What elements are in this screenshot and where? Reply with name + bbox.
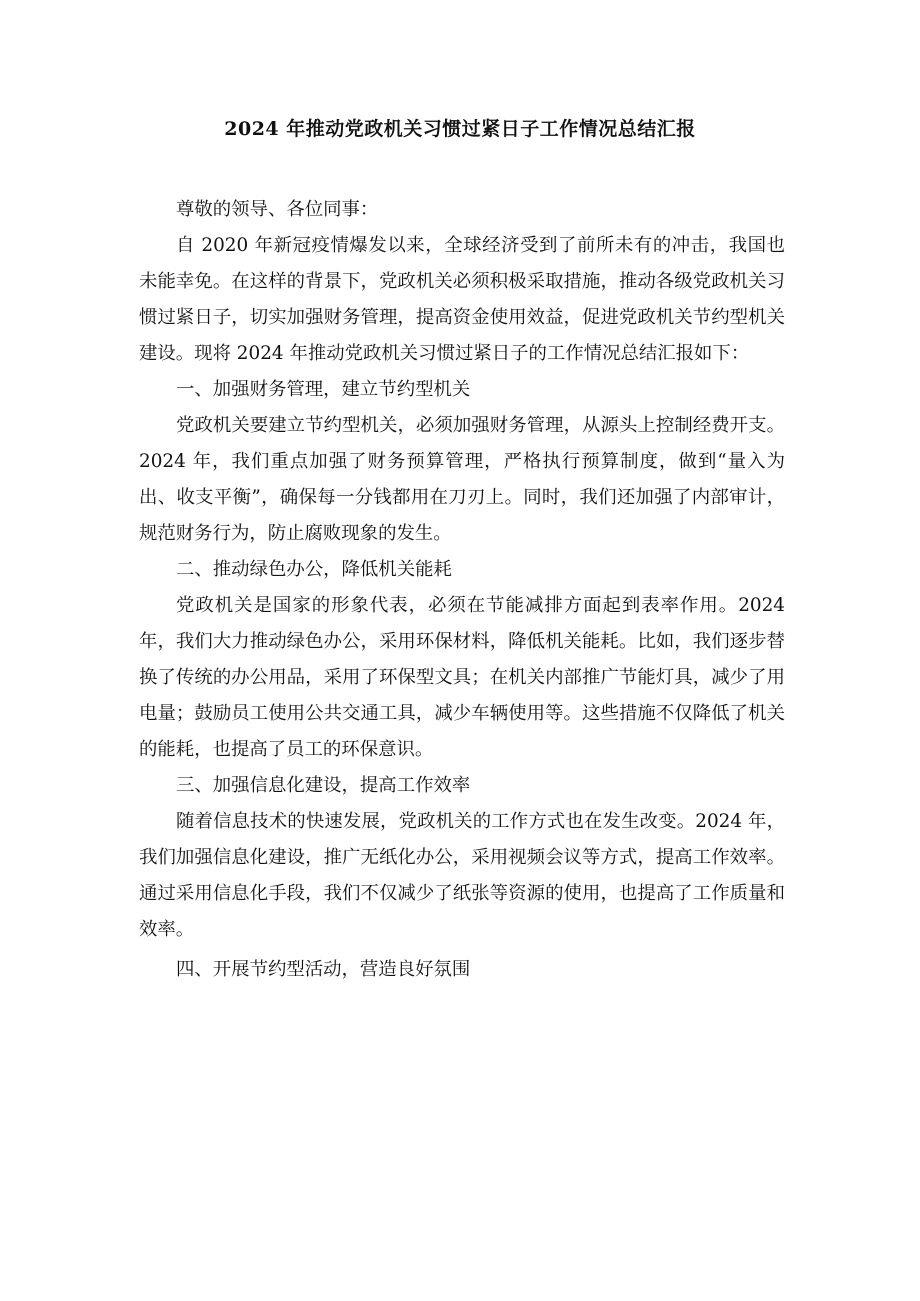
section-2-body: 党政机关是国家的形象代表，必须在节能减排方面起到表率作用。2024 年，我们大力推动绿色办公，采用环保材料，降低机关能耗。比如，我们逐步替换了传统的办公用品，采用了环保型文具；在机关内部推广节能灯具，减少了用电量；鼓励员工使用公共交通工具，减少车辆使用等。这些措施不仅降低了机关的能耗，也提高了员工的环保意识。 [139,595,785,760]
document-title: 2024 年推动党政机关习惯过紧日子工作情况总结汇报 [224,118,696,140]
section-1-heading: 一、加强财务管理，建立节约型机关 [176,379,471,400]
section-2-heading: 二、推动绿色办公，降低机关能耗 [176,559,452,580]
section-3-heading: 三、加强信息化建设，提高工作效率 [176,775,471,796]
salutation: 尊敬的领导、各位同事： [176,199,379,220]
section-3-body: 随着信息技术的快速发展，党政机关的工作方式也在发生改变。2024 年，我们加强信息化建设，推广无纸化办公，采用视频会议等方式，提高工作效率。通过采用信息化手段，我们不仅减少了纸张等资源的使用，也提高了工作质量和效率。 [139,811,785,940]
intro-paragraph: 自 2020 年新冠疫情爆发以来，全球经济受到了前所未有的冲击，我国也未能幸免。在这样的背景下，党政机关必须积极采取措施，推动各级党政机关习惯过紧日子，切实加强财务管理，提高资金使用效益，促进党政机关节约型机关建设。现将 2024 年推动党政机关习惯过紧日子的工作情况总结汇报如下： [139,235,785,364]
section-1-body: 党政机关要建立节约型机关，必须加强财务管理，从源头上控制经费开支。2024 年，我们重点加强了财务预算管理，严格执行预算制度，做到“量入为出、收支平衡”，确保每一分钱都用在刀刃上。同时，我们还加强了内部审计，规范财务行为，防止腐败现象的发生。 [139,415,785,544]
document-body [139,192,785,988]
section-4-heading: 四、开展节约型活动，营造良好氛围 [176,959,471,980]
